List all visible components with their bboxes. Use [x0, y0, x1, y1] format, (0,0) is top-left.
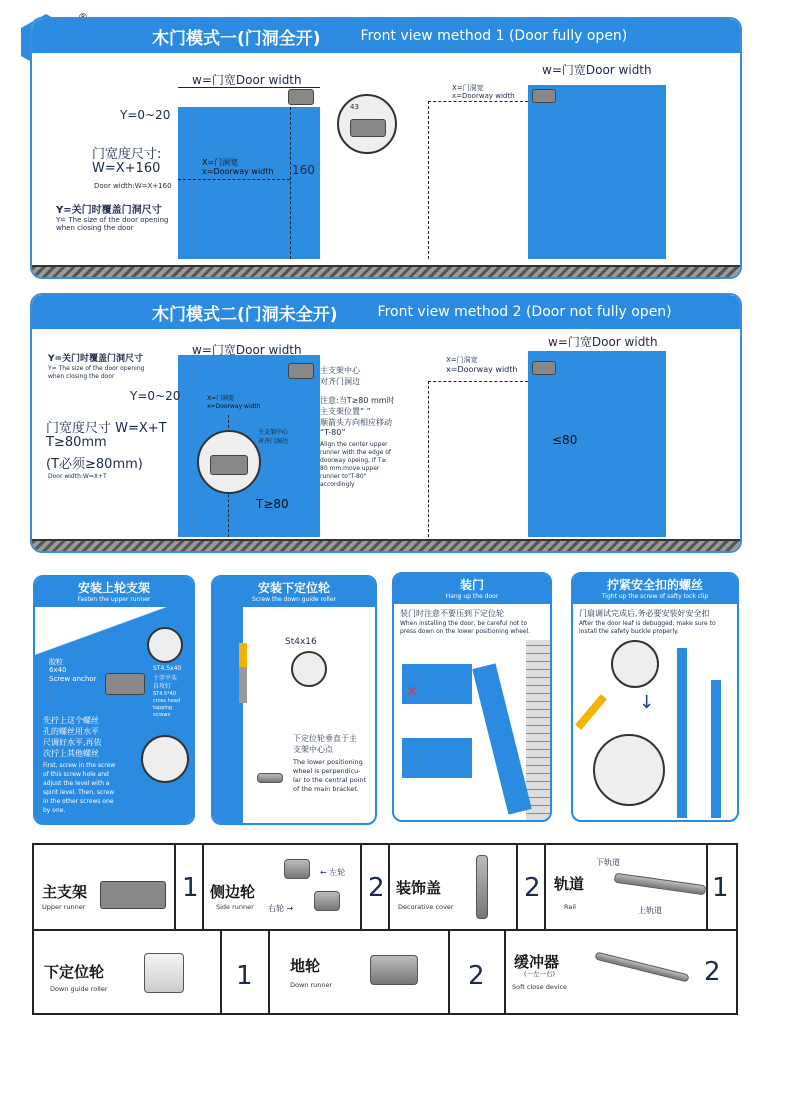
note-zh-1: 注意:当T≥80 mm时	[320, 396, 395, 405]
note-en-2: runner with the edge of	[320, 449, 392, 456]
part-upper-runner-en: Upper runner	[42, 903, 86, 911]
step-2-text-zh-1: 下定位轮垂直于主	[293, 734, 357, 743]
part-rail-en: Rail	[564, 903, 576, 911]
soft-close-image	[594, 952, 689, 983]
step-4-text-zh: 门扇调试完成后,务必要安装好安全扣	[579, 609, 710, 618]
step-2-text-zh-2: 支架中心点	[293, 745, 333, 754]
door-width-formula: Door width:W=X+160	[94, 182, 172, 190]
y-definition-zh-2: Y=关门时覆盖门洞尺寸	[48, 354, 144, 364]
section-2-title-en: Front view method 2 (Door not fully open)	[377, 304, 672, 320]
step-1-detail-circle	[141, 735, 189, 783]
y-range: Y=0~20	[120, 108, 171, 122]
step-1-text-zh-3: 尺调好水平,再依	[43, 738, 102, 747]
door-width-arrow	[178, 87, 320, 88]
step-2-title-zh: 安装下定位轮	[257, 581, 330, 595]
note-zh-2: 主支架位置“ ”	[320, 407, 371, 416]
upper-runner-1	[288, 89, 314, 105]
door-width-label-right: w=门宽Door width	[542, 63, 652, 77]
section-1-title-zh: 木门模式一(门洞全开)	[152, 28, 321, 49]
step-2-text-en-3: lar to the central point	[293, 776, 367, 784]
size-formula-2: 门宽度尺寸 W=X+T	[46, 421, 167, 436]
note-en-4: 80 mm,move upper	[320, 465, 380, 472]
step-4-screwdriver-icon	[575, 694, 607, 730]
step-4-top-circle	[611, 640, 659, 688]
screw-zh-1: ST4.5x40	[153, 665, 182, 672]
step-2-text-en-2: wheel is perpendicu-	[293, 767, 361, 775]
step-4-title-en: Tight up the screw of safty lock clip	[601, 593, 709, 600]
step-3-text-en-2: press down on the lower positioning wheel.	[400, 628, 531, 635]
part-down-runner-en: Down runner	[290, 981, 333, 989]
step-4-card	[571, 572, 739, 822]
part-side-runner-en: Side runner	[216, 903, 254, 911]
part-down-runner-zh: 地轮	[290, 957, 321, 975]
step-4-text-en-1: After the door leaf is debugged, make sure to	[579, 620, 716, 627]
center-small-1: 主支架中心	[258, 429, 289, 436]
brick-wall	[526, 640, 552, 822]
part-upper-runner-zh: 主支架	[42, 883, 88, 901]
step-4-door-slab	[677, 648, 687, 818]
part-guide-roller-en: Down guide roller	[50, 985, 108, 993]
doorway-x-en-2: x=Doorway width	[207, 403, 261, 410]
screw-circle	[147, 627, 183, 663]
part-soft-close-qty: 2	[704, 957, 721, 987]
step-2-title-en: Screw the down guide roller	[252, 596, 336, 603]
doorway-x-zh-right: X=门洞宽	[452, 84, 484, 92]
step-4-bottom-circle	[593, 734, 665, 806]
part-rail-zh: 轨道	[554, 875, 585, 893]
upper-runner-right-2	[532, 361, 556, 375]
step-2-screw-circle	[291, 651, 327, 687]
down-runner-image	[370, 955, 418, 985]
step-4-arrow-icon: ↓	[639, 692, 655, 713]
y-definition-en-2a: Y= The size of the door opening	[48, 365, 145, 372]
doorway-left-edge-2	[428, 381, 429, 537]
screw-zh-3: 自攻钉	[153, 683, 172, 690]
rail-bottom-label: 下轨道	[596, 858, 620, 867]
door-width-label-2: w=门宽Door width	[192, 343, 302, 357]
section-2-title-zh: 木门模式二(门洞未全开)	[152, 304, 338, 325]
part-soft-close-zh: 缓冲器	[514, 953, 560, 971]
step-4-door-slab-2	[711, 680, 721, 818]
note-zh-4: “T-80”	[320, 428, 346, 437]
step-1-text-zh-4: 次拧上其他螺丝	[43, 749, 99, 758]
part-cover-en: Decorative cover	[398, 903, 454, 911]
step-3-text-en-1: When installing the door, be careful not to	[400, 620, 528, 627]
step-1-text-en-6: by one.	[43, 807, 66, 814]
y-range-2: Y=0~20	[130, 389, 181, 403]
center-zh-2: 对齐门洞边	[320, 377, 360, 386]
upper-runner-right	[532, 89, 556, 103]
dim-t: T≥80	[256, 497, 289, 511]
y-definition-en-2b: when closing the door	[48, 373, 115, 380]
note-en-3: doorway opeing, if T≥	[320, 457, 387, 464]
runner-detail	[350, 119, 386, 137]
ground-2	[32, 539, 740, 553]
doorway-x-zh: X=门洞宽	[202, 158, 239, 167]
t-note: (T必须≥80mm)	[46, 457, 143, 472]
part-guide-roller-qty: 1	[236, 961, 253, 991]
part-upper-runner-qty: 1	[182, 873, 199, 903]
ground-1	[32, 265, 740, 279]
section-2-banner	[32, 295, 740, 329]
cover-image	[476, 855, 488, 919]
step-2-card	[211, 575, 377, 825]
note-zh-3: 顺箭头方向相应移动	[320, 418, 392, 427]
upper-runner-2	[288, 363, 314, 379]
part-cover-qty: 2	[524, 873, 541, 903]
size-formula: W=X+160	[92, 161, 161, 176]
step-4-title-zh: 拧紧安全扣的螺丝	[606, 578, 703, 592]
door-panel-side	[213, 607, 243, 825]
y-definition-en-1: Y= The size of the door opening	[56, 216, 169, 224]
side-runner-right: 右轮 →	[268, 904, 294, 913]
screw-en-4: screws	[153, 712, 171, 718]
door-width-formula-2: Door width:W=X+T	[48, 473, 107, 480]
step-1-text-en-5: in the other screws one	[43, 798, 114, 805]
step-3-card	[392, 572, 552, 822]
door-width-label: w=门宽Door width	[192, 73, 302, 87]
screwdriver-icon	[239, 643, 247, 703]
step-1-text-en-4: spirit level. Then, screw	[43, 789, 115, 796]
y-definition-en-2: when closing the door	[56, 224, 134, 232]
step-2-text-en-4: of the main bracket.	[293, 785, 359, 793]
step-3-title-en: Hang up the door	[445, 593, 499, 600]
dim-le80: ≤80	[552, 433, 578, 447]
size-label-zh: 门宽度尺寸:	[92, 147, 162, 162]
runner-detail-2	[210, 455, 248, 475]
step-4-text-en-2: install the safety buckle properly.	[579, 628, 679, 635]
section-method-1	[30, 17, 742, 279]
doorway-x-zh-right-2: X=门洞宽	[446, 356, 478, 364]
upper-runner-image	[100, 881, 166, 909]
step-2-text-en-1: The lower positioning	[293, 758, 363, 766]
section-method-2	[30, 293, 742, 553]
step-1-text-en-3: adjust the level with a	[43, 780, 110, 787]
door-width-label-right-2: w=门宽Door width	[548, 335, 658, 349]
door-right-2	[528, 351, 666, 537]
part-guide-roller-zh: 下定位轮	[44, 963, 105, 981]
note-en-5: runner to"T-80"	[320, 473, 367, 480]
dim-160: 160	[292, 163, 315, 177]
step-3-title-zh: 装门	[459, 578, 484, 592]
wrong-x-icon: ✕	[406, 684, 418, 700]
step-1-runner	[105, 673, 145, 695]
door-left	[178, 107, 320, 259]
note-en-6: accordingly	[320, 481, 355, 488]
step-1-title-en: Fasten the upper runner	[77, 596, 151, 603]
dim-43: 43	[350, 103, 359, 111]
door-slab-tilted	[472, 663, 532, 814]
part-side-runner-zh: 侧边轮	[210, 883, 256, 901]
doorway-x-en-right: x=Doorway width	[452, 92, 515, 100]
step-3-text-zh: 装门时注意不要压到下定位轮	[400, 609, 504, 618]
part-soft-close-en: Soft close device	[512, 983, 568, 991]
part-soft-close-zh2: (一左一右)	[524, 970, 556, 978]
guide-roller-part	[257, 773, 283, 783]
step-1-text-en-1: First, screw in the screw	[43, 762, 116, 769]
part-cover-zh: 装饰盖	[396, 879, 442, 897]
center-zh-1: 主支架中心	[320, 366, 360, 375]
doorway-x-en: x=Doorway width	[202, 167, 274, 176]
doorway-x-zh-2: X=门洞宽	[207, 395, 235, 402]
screw-en-1: ST4.5*40	[153, 691, 177, 697]
anchor-en: Screw anchor	[49, 675, 97, 683]
guide-roller-image	[144, 953, 184, 993]
side-runner-left: ← 左轮	[320, 868, 346, 877]
anchor-size: 6x40	[49, 666, 67, 674]
parts-table	[32, 843, 738, 1015]
step-1-text-zh-1: 先拧上这个螺丝	[43, 716, 99, 725]
t-min: T≥80mm	[46, 435, 107, 450]
right-diagram	[402, 738, 472, 778]
side-runner-image-2	[314, 891, 340, 911]
part-down-runner-qty: 2	[468, 961, 485, 991]
screw-zh-2: 十字平头	[153, 675, 178, 682]
anchor-zh: 胶粒	[49, 658, 63, 666]
doorway-x-en-right-2: x=Doorway width	[446, 365, 518, 374]
screw-en-3: tapping	[153, 705, 173, 711]
step-1-text-zh-2: 孔的螺丝用水平	[43, 727, 99, 736]
doorway-top-edge-2	[428, 381, 528, 382]
side-runner-image-1	[284, 859, 310, 879]
doorway-top-edge	[428, 101, 528, 102]
door-right	[528, 85, 666, 259]
section-1-banner	[32, 19, 740, 53]
rail-top-label: 上轨道	[638, 906, 662, 915]
part-side-runner-qty: 2	[368, 873, 385, 903]
note-en-1: Align the center upper	[320, 441, 388, 448]
doorway-edge-line	[290, 107, 291, 259]
part-rail-qty: 1	[712, 873, 729, 903]
step-1-card	[33, 575, 195, 825]
step-1-title-zh: 安装上轮支架	[77, 581, 150, 595]
step-2-screw: St4x16	[285, 637, 317, 647]
step-1-text-en-2: of this screw hole and	[43, 771, 109, 778]
screw-en-2: cross head	[153, 698, 181, 704]
section-1-title-en: Front view method 1 (Door fully open)	[360, 28, 628, 44]
center-small-2: 对齐门洞边	[258, 438, 289, 445]
doorway-width-line	[178, 179, 290, 180]
y-definition-zh: Y=关门时覆盖门洞尺寸	[56, 205, 162, 216]
doorway-left-edge	[428, 101, 429, 259]
